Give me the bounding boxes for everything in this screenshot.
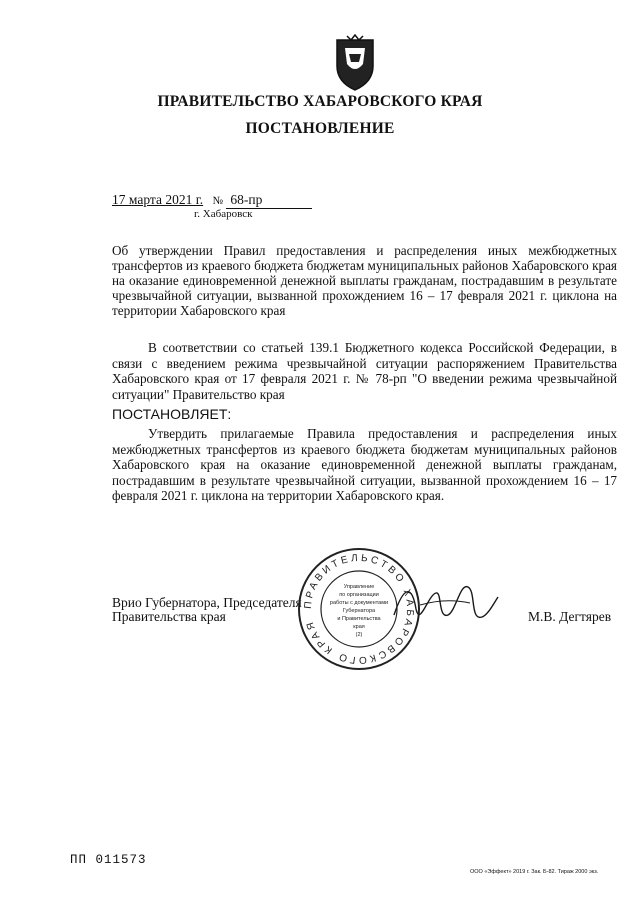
document-city: г. Хабаровск (194, 208, 253, 220)
resolution-paragraph: Утвердить прилагаемые Правила предоставления и распределения иных межбюджетных трансфертов из краевого бюджета бюджетам муниципальных районов Хабаровского края на оказание единовременной денежной выплаты гражданам, пострадавшим в результате чрезвычайной ситуации, вызванной прохождением 16 – 17 февраля 2021 г. циклона на территории Хабаровского края. (112, 426, 617, 503)
stamp-line-6: края (353, 624, 365, 630)
stamp-line-4: Губернатора (342, 608, 376, 614)
stamp-line-2: по организации (339, 592, 379, 598)
coat-of-arms-emblem (333, 34, 377, 92)
stamp-line-1: Управление (343, 584, 375, 590)
stamp-line-5: и Правительства (337, 616, 381, 622)
government-title: ПРАВИТЕЛЬСТВО ХАБАРОВСКОГО КРАЯ (157, 93, 483, 110)
date-number-line (112, 192, 312, 209)
stamp-line-3: работы с документами (329, 600, 389, 606)
form-serial-number: ПП 011573 (70, 853, 147, 867)
signatory-position (112, 596, 302, 624)
stamp-line-7: (2) (355, 632, 363, 638)
signatory-position-line-2: Правительства края (112, 609, 226, 624)
preamble-paragraph: В соответствии со статьей 139.1 Бюджетного кодекса Российской Федерации, в связи с введением режима чрезвычайной ситуации распоряжением Правительства Хабаровского края от 17 февраля 2021 г. № 78-рп "О введении режима чрезвычайной ситуации" Правительство края (112, 340, 617, 402)
document-type-title: ПОСТАНОВЛЕНИЕ (245, 120, 395, 137)
document-date: 17 марта 2021 г. (112, 192, 204, 207)
number-label: № (212, 195, 223, 207)
print-info: ООО «Эффект» 2019 г. Зак. Б-82. Тираж 2000 экз. (470, 869, 599, 875)
signatory-position-line-1: Врио Губернатора, Председателя (112, 595, 302, 610)
decree-word: ПОСТАНОВЛЯЕТ: (112, 406, 232, 422)
document-subject: Об утверждении Правил предоставления и распределения иных межбюджетных трансфертов из краевого бюджета бюджетам муниципальных районов Хабаровского края на оказание единовременной денежной выплаты гражданам, пострадавшим в результате чрезвычайной ситуации, вызванной прохождением 16 – 17 февраля 2021 г. циклона на территории Хабаровского края (112, 243, 617, 318)
document-number: 68-пр (226, 192, 312, 209)
stamp-ring-text: ПРАВИТЕЛЬСТВО ХАБАРОВСКОГО КРАЯ (302, 552, 416, 666)
signatory-name: М.В. Дегтярев (528, 609, 612, 624)
handwritten-signature (390, 575, 500, 635)
